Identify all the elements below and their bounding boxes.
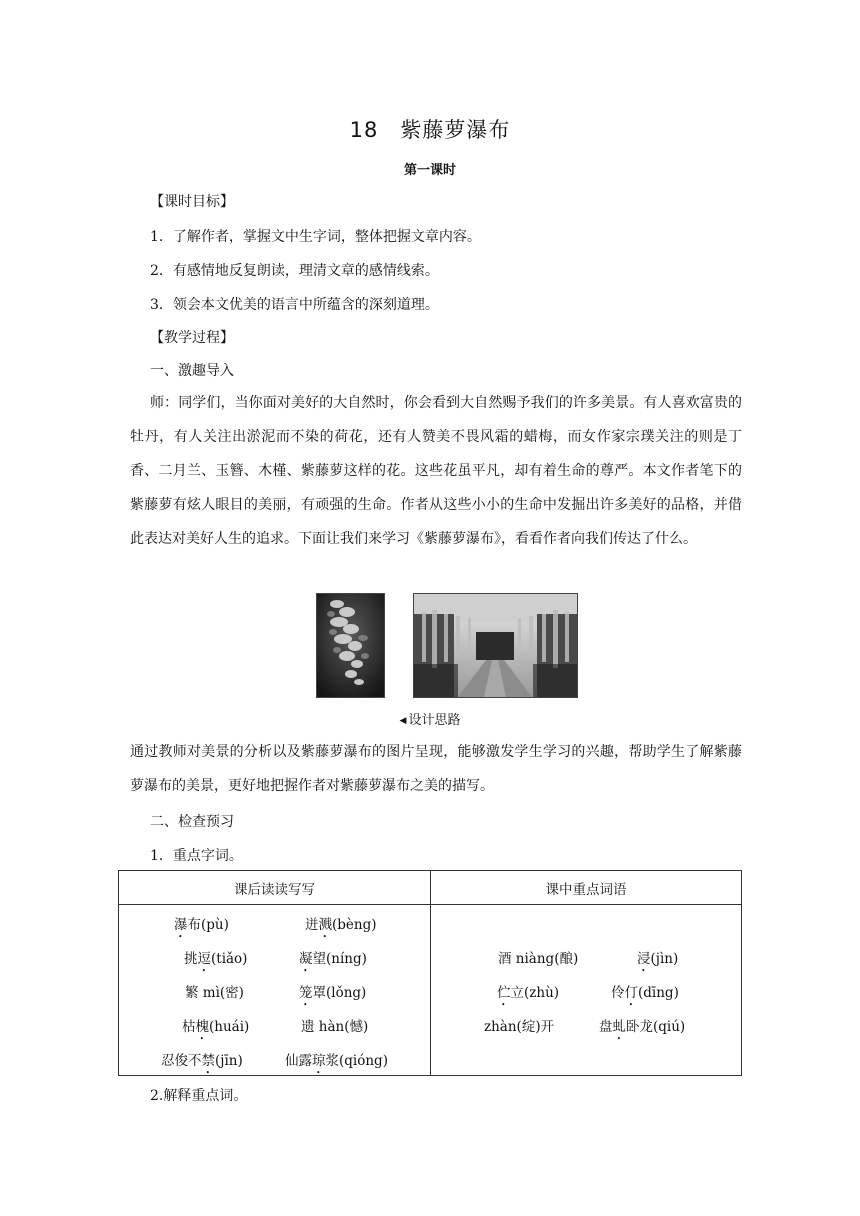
table-header-cell: 课后读读写写 (119, 871, 431, 905)
table-header-row (119, 871, 742, 905)
word-item: 伶仃(dīng) (611, 985, 679, 1001)
lesson-subtitle: 第一课时 (403, 163, 456, 178)
word-item: 挑逗(tiǎo) (184, 951, 248, 967)
caret-left-icon: ◀ (399, 716, 407, 726)
word-item: 遗 hàn(憾) (301, 1019, 369, 1035)
figure-caption (0, 709, 860, 728)
word-item: 伫立(zhù) (497, 985, 560, 1001)
design-paragraph: 通过教师对美景的分析以及紫藤萝瀑布的图片呈现，能够激发学生学习的兴趣，帮助学生了解紫藤萝瀑布的美景，更好地把握作者对紫藤萝瀑布之美的描写。 (130, 744, 742, 794)
page-title: 18 紫藤萝瀑布 (349, 118, 511, 142)
wisteria-closeup-image (316, 593, 385, 698)
word-item: 枯槐(huái) (182, 1019, 250, 1035)
word-item: zhàn(绽)开 (484, 1019, 555, 1035)
item-label-explain-words: 2.解释重点词。 (150, 1088, 248, 1104)
table-header-cell: 课中重点词语 (431, 871, 742, 905)
word-item: 凝望(níng) (299, 951, 367, 967)
objective-item: 3．领会本文优美的语言中所蕴含的深刻道理。 (150, 297, 439, 313)
word-item: 瀑布(pù) (174, 917, 229, 933)
word-item: 繁 mì(密) (185, 985, 244, 1001)
table-row (119, 905, 742, 1076)
word-item: 浸(jìn) (637, 951, 679, 967)
objectives-heading: 【课时目标】 (150, 194, 234, 210)
table-cell-after-class-words (119, 905, 431, 1076)
intro-paragraph: 师：同学们，当你面对美好的大自然时，你会看到大自然赐予我们的许多美景。有人喜欢富贵的牡丹，有人关注出淤泥而不染的荷花，还有人赞美不畏风霜的蜡梅，而女作家宗璞关注的则是丁香、二月兰、玉簪、木槿、紫藤萝这样的花。这些花虽平凡，却有着生命的尊严。本文作者笔下的紫藤萝有炫人眼目的美丽，有顽强的生命。作者从这些小小的生命中发掘出许多美好的品格，并借此表达对美好人生的追求。下面让我们来学习《紫藤萝瀑布》，看看作者向我们传达了什么。 (130, 395, 742, 547)
process-heading: 【教学过程】 (150, 330, 234, 346)
word-item: 笼罩(lǒng) (299, 985, 367, 1001)
section-heading-preview: 二、检查预习 (150, 814, 234, 830)
word-item: 盘虬卧龙(qiú) (599, 1019, 686, 1035)
key-words-table (118, 870, 742, 1076)
section-heading-intro: 一、激趣导入 (150, 363, 234, 379)
word-item: 忍俊不禁(jīn) (161, 1053, 243, 1069)
item-label-key-words: 1．重点字词。 (150, 848, 243, 864)
caption-text: 设计思路 (408, 713, 461, 728)
table-cell-in-class-words (431, 905, 742, 1076)
word-item: 仙露琼浆(qióng) (285, 1053, 388, 1069)
word-item: 迸溅(bèng) (305, 917, 377, 933)
wisteria-tunnel-image (413, 593, 578, 698)
word-item: 酒 niàng(酿) (498, 951, 579, 967)
objective-item: 1．了解作者，掌握文中生字词，整体把握文章内容。 (150, 229, 481, 245)
objective-item: 2．有感情地反复朗读，理清文章的感情线索。 (150, 263, 439, 279)
